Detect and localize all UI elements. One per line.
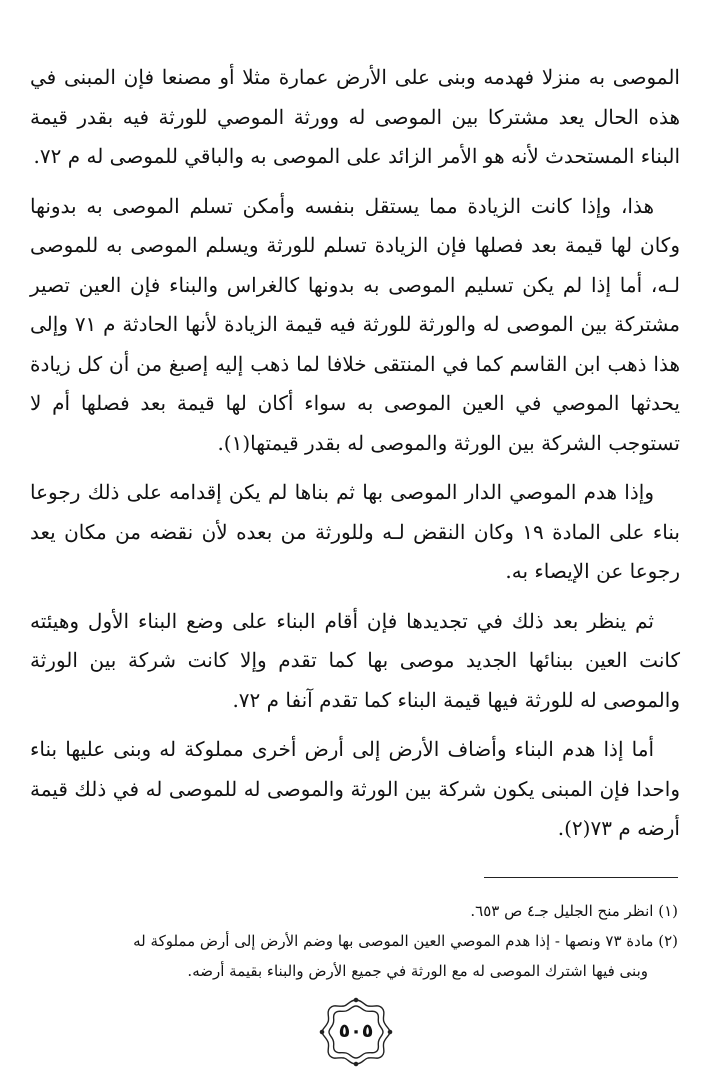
paragraph-3: وإذا هدم الموصي الدار الموصى بها ثم بناها لم يكن إقدامه على ذلك رجوعا بناء على المادة ١٩ وكان النقض لـه وللورثة من بعده لأن نقضه من مكان يعد رجوعا عن الإيصاء به. [30, 480, 680, 583]
main-text [30, 58, 680, 859]
footnote-1: (١) انظر منح الجليل جـ٤ ص ٦٥٣. [470, 902, 678, 920]
footnote-separator [484, 877, 678, 878]
page-number-frame [318, 996, 394, 1068]
footnote-2: (٢) مادة ٧٣ ونصها - إذا هدم الموصي العين الموصى بها وضم الأرض إلى أرض مملوكة له [133, 932, 678, 950]
paragraph-5: أما إذا هدم البناء وأضاف الأرض إلى أرض أخرى مملوكة له وبنى عليها بناء واحدا فإن المبنى يكون شركة بين الورثة والموصى له للموصى له في ذلك قيمة أرضه م ٧٣(٢). [30, 737, 680, 840]
paragraph-4: ثم ينظر بعد ذلك في تجديدها فإن أقام البناء على وضع البناء الأول وهيئته كانت العين ببنائها الجديد موصى بها كما تقدم وإلا كانت شركة بين الورثة والموصى له للورثة فيها قيمة البناء كما تقدم آنفا م ٧٢. [30, 608, 680, 712]
paragraph-1: الموصى به منزلا فهدمه وبنى على الأرض عمارة مثلا أو مصنعا فإن المبنى في هذه الحال يعد مشتركا بين الموصى له وورثة الموصي للورثة فيه بقدر قيمة البناء المستحدث لأنه هو الأمر الزائد على الموصى به والباقي للموصى له م ٧٢. [30, 65, 680, 168]
paragraph-2: هذا، وإذا كانت الزيادة مما يستقل بنفسه وأمكن تسلم الموصى به بدونها وكان لها قيمة بعد فصلها فإن الزيادة تسلم للورثة ويسلم الموصى به للموصى لـه، أما إذا لم يكن تسليم الموصى به بدونها كالغراس والبناء فإن العين تصير مشتركة بين الموصى له والورثة للورثة فيه قيمة الزيادة لأنها الحادثة م ٧١ وإلى هذا ذهب ابن القاسم كما في المنتقى خلافا لما ذهب إليه إصبغ من أن كل زيادة يحدثها الموصي في العين الموصى به سواء أكان لها قيمة بعد فصلها أم لا تستوجب الشركة بين الورثة والموصى له بقدر قيمتها(١). [30, 193, 680, 455]
footnotes [30, 898, 678, 988]
footnote-2-continued: وبنى فيها اشترك الموصى له مع الورثة في جميع الأرض والبناء بقيمة أرضه. [187, 962, 648, 980]
page-number: ٥٠٥ [338, 1020, 374, 1042]
